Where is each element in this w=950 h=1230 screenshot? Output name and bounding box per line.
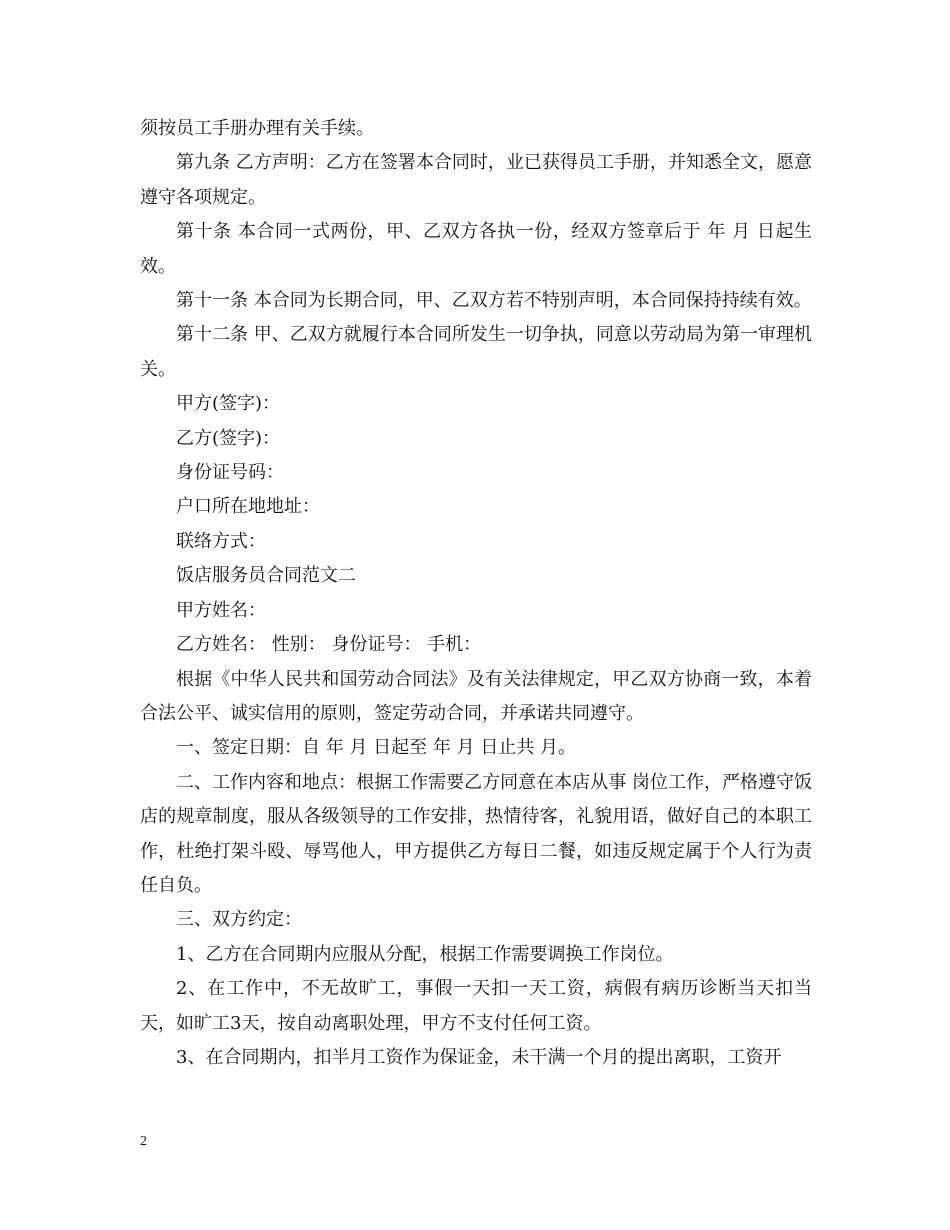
paragraph: 一、签定日期：自 年 月 日起至 年 月 日止共 月。 — [176, 737, 577, 759]
paragraph: 二、工作内容和地点：根据工作需要乙方同意在本店从事 岗位工作，严格遵守饭店的规章制度，服从各级领导的工作安排，热情待客，礼貌用语，做好自己的本职工作，杜绝打架斗殴、辱骂他人，甲方提供乙方每日二餐，如违反规定属于个人行为责任自负。 — [140, 771, 812, 896]
paragraph: 2、在工作中，不无故旷工，事假一天扣一天工资，病假有病历诊断当天扣当天，如旷工3天，按自动离职处理，甲方不支付任何工资。 — [140, 978, 812, 1034]
paragraph: 第十一条 本合同为长期合同，甲、乙双方若不特别声明，本合同保持持续有效。 — [176, 290, 812, 312]
contact-line: 联络方式： — [176, 530, 266, 552]
section-title: 饭店服务员合同范文二 — [176, 565, 356, 587]
party-a-name-line: 甲方姓名： — [176, 599, 266, 621]
id-number-line: 身份证号码： — [176, 462, 284, 484]
page-number: 2 — [140, 1134, 147, 1149]
paragraph: 须按员工手册办理有关手续。 — [140, 118, 374, 139]
document-body — [140, 112, 812, 1075]
signature-line-party-b: 乙方(签字)： — [176, 427, 281, 449]
paragraph: 第十条 本合同一式两份，甲、乙双方各执一份，经双方签章后于 年 月 日起生效。 — [140, 221, 812, 277]
signature-line-party-a: 甲方(签字)： — [176, 393, 281, 415]
paragraph: 三、双方约定： — [176, 909, 302, 931]
party-b-info-line: 乙方姓名： 性别： 身份证号： 手机： — [176, 634, 482, 656]
paragraph: 根据《中华人民共和国劳动合同法》及有关法律规定，甲乙双方协商一致，本着合法公平、诚实信用的原则，签定劳动合同，并承诺共同遵守。 — [140, 668, 812, 724]
paragraph: 第十二条 甲、乙双方就履行本合同所发生一切争执，同意以劳动局为第一审理机关。 — [140, 324, 812, 380]
paragraph: 第九条 乙方声明：乙方在签署本合同时，业已获得员工手册，并知悉全文，愿意遵守各项规定。 — [140, 152, 812, 208]
address-line: 户口所在地地址： — [176, 496, 320, 518]
paragraph: 3、在合同期内，扣半月工资作为保证金，未干满一个月的提出离职，工资开 — [176, 1046, 782, 1068]
paragraph: 1、乙方在合同期内应服从分配，根据工作需要调换工作岗位。 — [176, 943, 674, 965]
